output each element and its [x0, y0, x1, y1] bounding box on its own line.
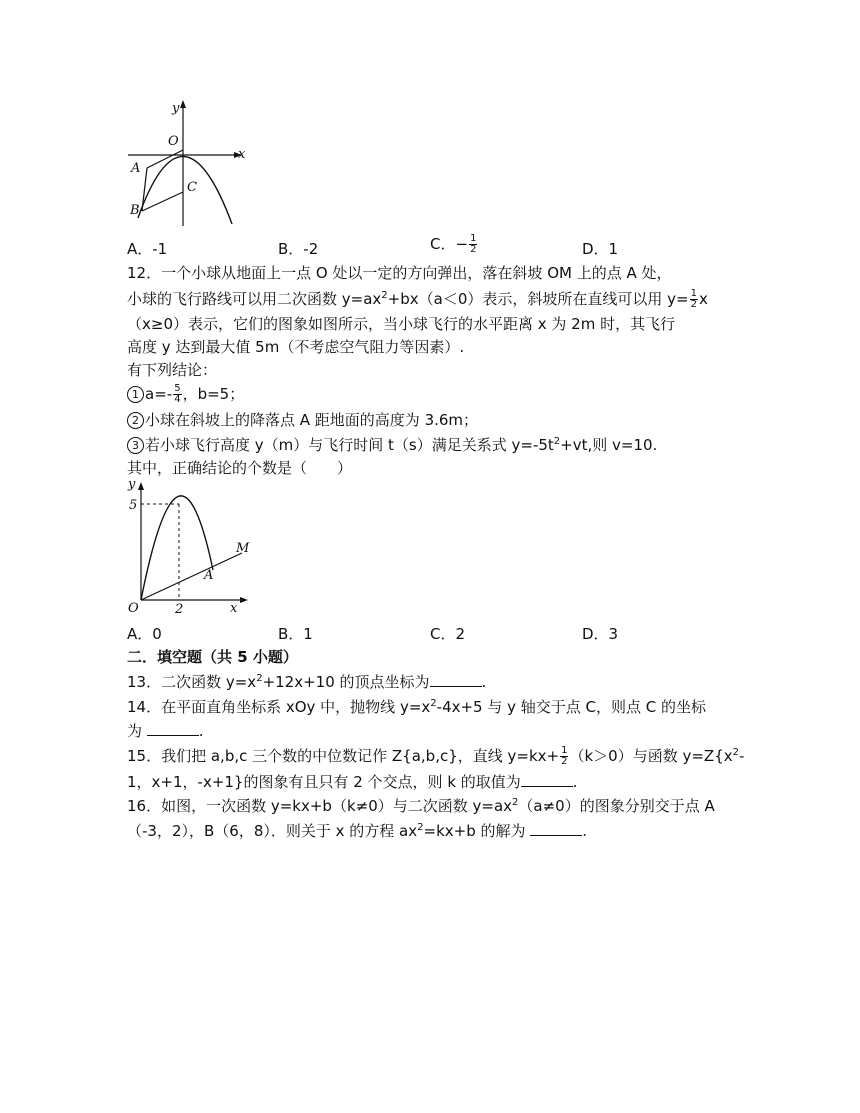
- fig2-x-label: x: [230, 601, 238, 616]
- fig2-y-label: y: [128, 477, 136, 492]
- q12-line-3: （x≥0）表示，它们的图象如图所示，当小球飞行的水平距离 x 为 2m 时，其飞行: [127, 315, 676, 333]
- fig1-y-label: y: [172, 101, 180, 116]
- fig1-c-label: C: [187, 180, 197, 195]
- q15-answer-blank[interactable]: [521, 772, 573, 787]
- q14-answer-blank[interactable]: [147, 721, 199, 736]
- fig2-a-label: A: [204, 568, 214, 583]
- fig1-x-label: x: [238, 147, 246, 162]
- q12-conclusion-1: 1 a=- $\frac{5}{4}$ ，b=5；: [127, 383, 244, 405]
- q16-answer-blank[interactable]: [530, 821, 582, 836]
- q12-line-2: 小球的飞行路线可以用二次函数 $y=ax^2+bx(a<0)$表示，斜坡所在直线可以用 y= $\frac{1}{2}$ x: [127, 288, 708, 310]
- q12-line-5: 有下列结论：: [127, 361, 218, 379]
- section-heading-fill-blank: 二．填空题（共 5 小题）: [127, 648, 298, 666]
- q11-option-c: C．− $\frac{1}{2}$: [430, 233, 477, 255]
- q11-option-d: D．1: [582, 240, 619, 258]
- q14-line-2: 为 .: [127, 722, 204, 740]
- q16-line-2: （-3，2），B（6，8）．则关于 x 的方程 $ax^2=kx+b$ 的解为 .: [127, 822, 588, 840]
- fig2-o-label: O: [128, 601, 139, 616]
- figure-ball-trajectory: [124, 476, 256, 616]
- fig1-b-label: B: [130, 203, 140, 218]
- q12-option-d: D．3: [582, 625, 619, 643]
- q12-option-a: A．0: [127, 625, 162, 643]
- q12-line-1: 12．一个小球从地面上一点 O 处以一定的方向弹出，落在斜坡 OM 上的点 A 处，: [127, 264, 672, 282]
- fig2-m-label: M: [236, 541, 250, 556]
- fig1-a-label: A: [131, 161, 141, 176]
- q13-answer-blank[interactable]: [430, 672, 482, 687]
- fig1-o-label: O: [168, 134, 179, 149]
- q14-line-1: 14．在平面直角坐标系 xOy 中，抛物线 $y=x^2-4x+5$ 与 y 轴交于点 C，则点 C 的坐标: [127, 698, 707, 716]
- fig2-two-label: 2: [175, 602, 184, 616]
- q16-line-1: 16．如图，一次函数 y=kx+b（k≠0）与二次函数 $y=ax^2(a\ne 0)$的图象分别交于点 A: [127, 797, 715, 815]
- q12-conclusion-2: 2 小球在斜坡上的降落点 A 距地面的高度为 3.6m；: [127, 409, 478, 431]
- q13-line: 13．二次函数 $y=x^2+12x+10$ 的顶点坐标为 .: [127, 673, 487, 691]
- q12-line-9: 其中，正确结论的个数是（ ）: [127, 459, 353, 477]
- figure-parabola-abc: [120, 98, 260, 230]
- fig2-five-label: 5: [129, 498, 138, 513]
- q11-option-b: B．-2: [278, 240, 319, 258]
- q12-option-b: B．1: [278, 625, 313, 643]
- q12-conclusion-3: 3 若小球飞行高度 y（m）与飞行时间 t（s）满足关系式 $y=-5t^2+vt$,则 v=10.: [127, 434, 657, 456]
- q12-option-c: C．2: [430, 625, 466, 643]
- q11-option-a: A．-1: [127, 240, 168, 258]
- q15-line-1: 15．我们把 a,b,c 三个数的中位数记作 Z{a,b,c}，直线 y=kx+ $\frac{1}{2}$ （k＞0）与函数 $y=Z\{x^2-$: [127, 745, 745, 767]
- q15-line-2: 1，x+1，-x+1}的图象有且只有 2 个交点，则 k 的取值为 .: [127, 773, 578, 791]
- q12-line-4: 高度 y 达到最大值 5m（不考虑空气阻力等因素）.: [127, 338, 465, 356]
